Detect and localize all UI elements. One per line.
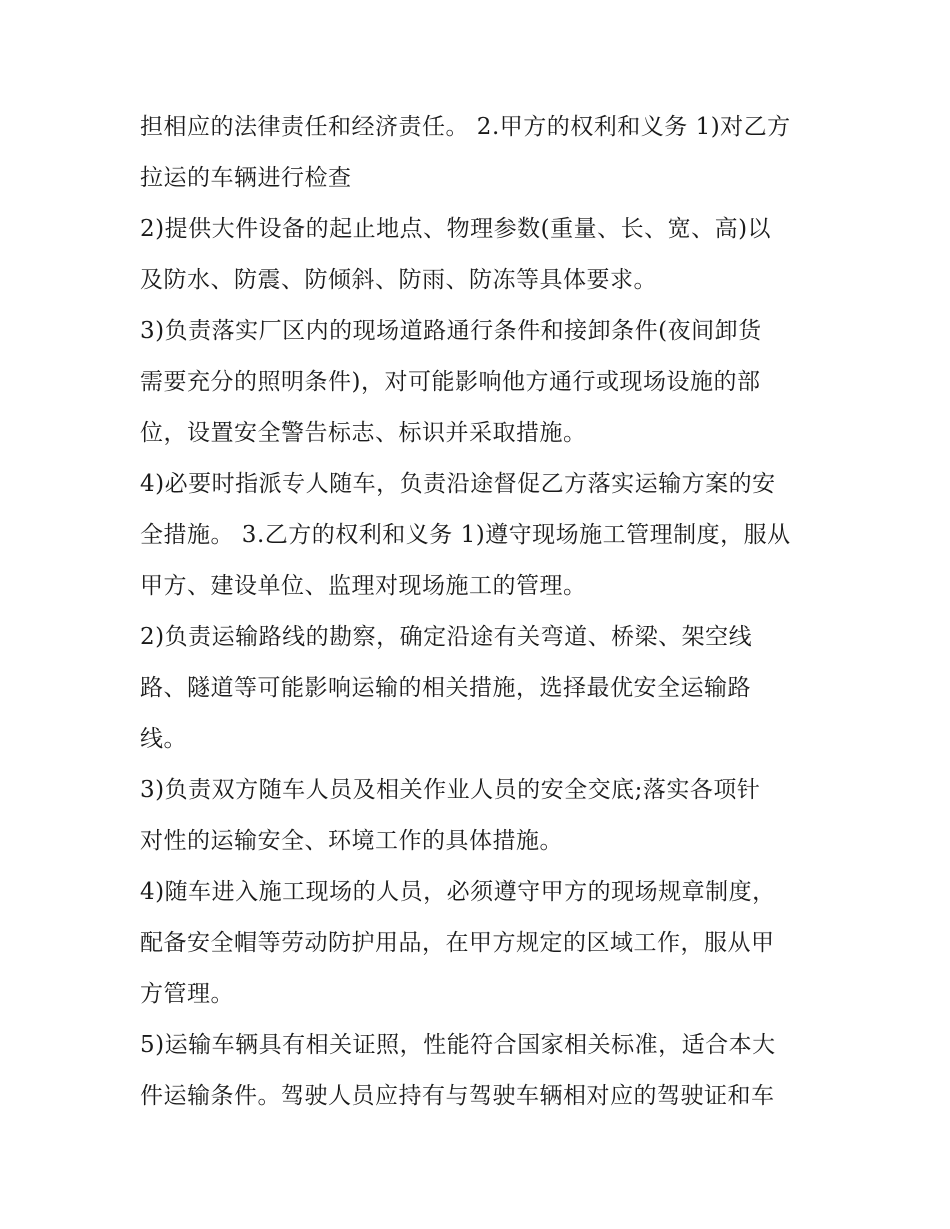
text-line: 3)负责双方随车人员及相关作业人员的安全交底;落实各项针 [140,777,761,803]
text-line: 配备安全帽等劳动防护用品，在甲方规定的区域工作，服从甲 [140,930,775,956]
text-line: 4)随车进入施工现场的人员，必须遵守甲方的现场规章制度， [140,879,776,905]
text-line: 3)负责落实厂区内的现场道路通行条件和接卸条件(夜间卸货 [140,318,762,344]
text-line: 需要充分的照明条件)，对可能影响他方通行或现场设施的部 [140,369,761,395]
text-line: 甲方、建设单位、监理对现场施工的管理。 [140,573,587,599]
text-line: 2)负责运输路线的勘察，确定沿途有关弯道、桥梁、架空线 [140,624,753,650]
text-line: 拉运的车辆进行检查 [140,165,352,191]
text-line: 路、隧道等可能影响运输的相关措施，选择最优安全运输路 [140,675,751,701]
text-line: 2)提供大件设备的起止地点、物理参数(重量、长、宽、高)以 [140,216,772,242]
text-line: 线。 [140,726,187,752]
text-line: 4)必要时指派专人随车，负责沿途督促乙方落实运输方案的安 [140,471,776,497]
text-line: 件运输条件。驾驶人员应持有与驾驶车辆相对应的驾驶证和车 [140,1083,775,1109]
text-line: 及防水、防震、防倾斜、防雨、防冻等具体要求。 [140,267,657,293]
text-line: 位，设置安全警告标志、标识并采取措施。 [140,420,587,446]
text-line: 全措施。 3.乙方的权利和义务 1)遵守现场施工管理制度，服从 [140,522,791,548]
text-line: 方管理。 [140,981,234,1007]
text-line: 5)运输车辆具有相关证照，性能符合国家相关标准，适合本大 [140,1032,776,1058]
document-body [140,102,820,1122]
text-line: 担相应的法律责任和经济责任。 2.甲方的权利和义务 1)对乙方 [140,114,791,140]
text-line: 对性的运输安全、环境工作的具体措施。 [140,828,563,854]
